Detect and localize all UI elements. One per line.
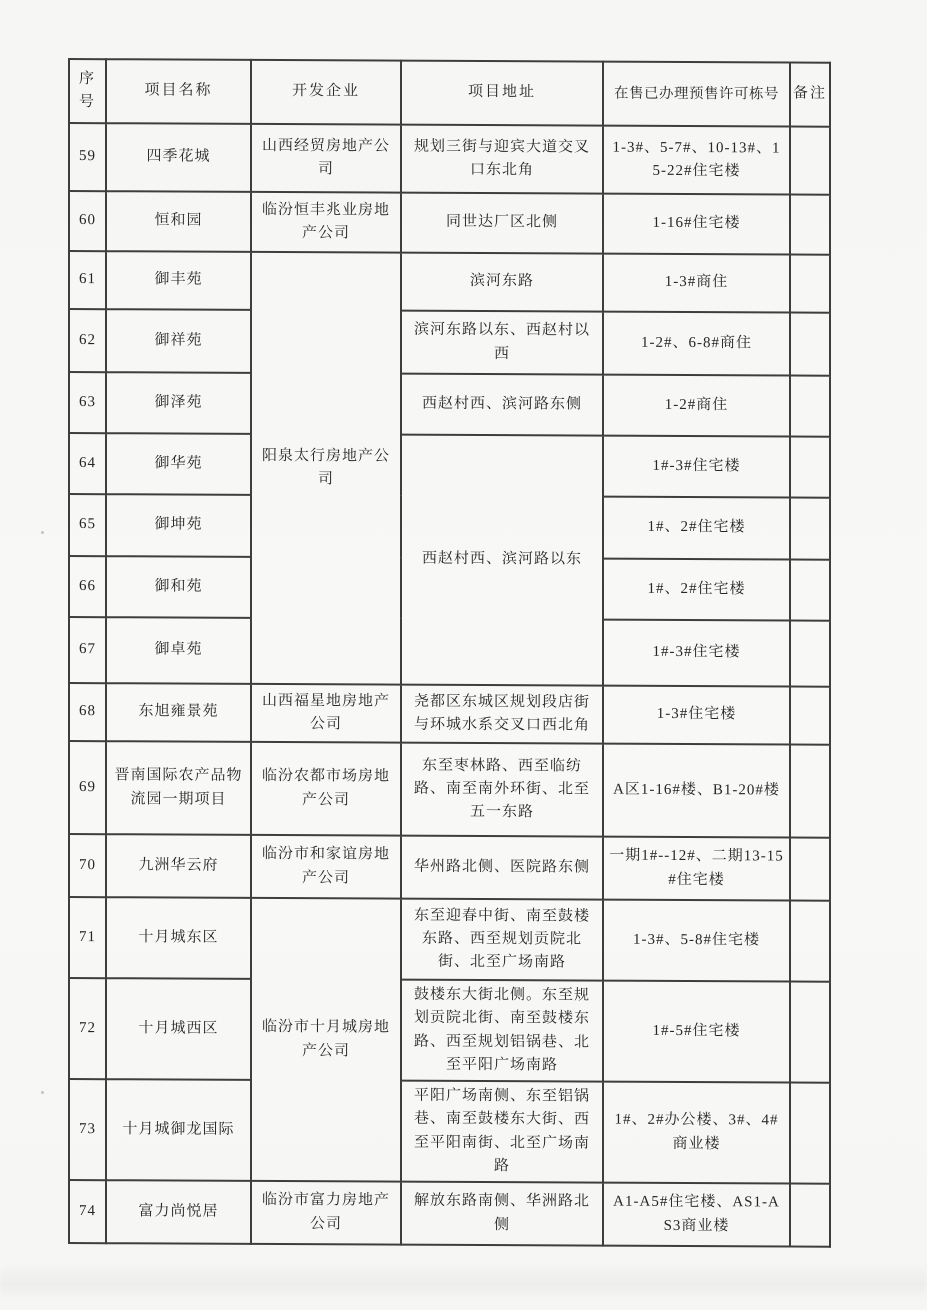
address-cell: 东至枣林路、西至临纺路、南至南外环街、北至五一东路 <box>401 743 603 837</box>
presale-permit-table <box>68 58 831 1248</box>
project-name-cell: 御祥苑 <box>106 309 251 373</box>
permits-cell: 1#、2#办公楼、3#、4#商业楼 <box>603 1082 790 1184</box>
remark-cell <box>790 901 830 982</box>
seq-cell: 65 <box>69 494 106 556</box>
seq-cell: 66 <box>69 556 106 617</box>
address-cell: 滨河东路以东、西赵村以西 <box>401 311 603 375</box>
seq-cell: 71 <box>69 897 106 978</box>
developer-cell: 临汾农都市场房地产公司 <box>251 742 401 836</box>
permits-cell: 1#-5#住宅楼 <box>603 981 790 1083</box>
developer-cell: 临汾恒丰兆业房地产公司 <box>251 192 401 253</box>
table-row-68 <box>69 683 830 745</box>
project-name-cell: 富力尚悦居 <box>106 1180 251 1244</box>
developer-cell: 临汾市富力房地产公司 <box>251 1181 401 1245</box>
developer-cell: 临汾市和家谊房地产公司 <box>251 835 401 899</box>
project-name-cell: 十月城御龙国际 <box>106 1079 251 1181</box>
project-name-cell: 四季花城 <box>106 123 251 192</box>
header-remark: 备注 <box>790 63 830 127</box>
table-header-row <box>69 59 830 127</box>
header-address: 项目地址 <box>401 61 603 126</box>
remark-cell <box>790 498 830 560</box>
remark-cell <box>790 376 830 437</box>
seq-cell: 61 <box>69 251 106 309</box>
remark-cell <box>790 127 830 195</box>
table-row-60 <box>69 191 830 255</box>
address-cell: 滨河东路 <box>401 253 603 312</box>
seq-cell: 72 <box>69 978 106 1079</box>
seq-cell: 68 <box>69 683 106 741</box>
address-cell: 鼓楼东大街北侧。东至规划贡院北街、南至鼓楼东路、西至规划铝锅巷、北至平阳广场南路 <box>401 980 603 1082</box>
permits-cell: 1#、2#住宅楼 <box>603 559 790 621</box>
address-cell: 西赵村西、滨河路东侧 <box>401 374 603 436</box>
header-developer: 开发企业 <box>251 60 401 125</box>
project-name-cell: 晋南国际农产品物流园一期项目 <box>106 741 251 835</box>
table-row-59 <box>69 123 830 195</box>
address-cell: 同世达厂区北侧 <box>401 193 603 254</box>
scan-speck <box>41 1091 44 1094</box>
permits-cell: 1-3#住宅楼 <box>603 686 790 745</box>
project-name-cell: 御坤苑 <box>106 494 251 557</box>
address-cell: 解放东路南侧、华洲路北侧 <box>401 1182 603 1246</box>
project-name-cell: 东旭雍景苑 <box>106 683 251 742</box>
permits-cell: A1-A5#住宅楼、AS1-AS3商业楼 <box>603 1183 790 1247</box>
remark-cell <box>790 745 830 838</box>
scan-speck <box>41 531 44 534</box>
table-row-64 <box>69 433 830 498</box>
permits-cell: 一期1#--12#、二期13-15#住宅楼 <box>603 837 790 901</box>
permits-cell: 1#、2#住宅楼 <box>603 497 790 560</box>
permits-cell: 1-3#、5-7#、10-13#、15-22#住宅楼 <box>603 126 790 195</box>
scan-smudge <box>0 1264 927 1300</box>
permits-cell: 1-3#商住 <box>603 254 790 313</box>
table-row-73 <box>69 1079 830 1184</box>
developer-cell-merged: 阳泉太行房地产公司 <box>251 252 401 685</box>
project-name-cell: 御和苑 <box>106 556 251 618</box>
project-name-cell: 御丰苑 <box>106 251 251 310</box>
seq-cell: 69 <box>69 741 106 834</box>
remark-cell <box>790 437 830 498</box>
remark-cell <box>790 1083 830 1184</box>
seq-cell: 63 <box>69 372 106 433</box>
seq-cell: 70 <box>69 834 106 897</box>
remark-cell <box>790 838 830 901</box>
remark-cell <box>790 560 830 621</box>
seq-cell: 73 <box>69 1079 106 1180</box>
table-row-69 <box>69 741 830 838</box>
table-row-61 <box>69 251 830 313</box>
permits-cell: 1-3#、5-8#住宅楼 <box>603 900 790 982</box>
address-cell: 华州路北侧、医院路东侧 <box>401 836 603 900</box>
permits-cell: 1-2#、6-8#商住 <box>603 312 790 376</box>
header-seq: 序号 <box>69 59 106 123</box>
table-row-63 <box>69 372 830 437</box>
remark-cell <box>790 255 830 313</box>
project-name-cell: 恒和园 <box>106 191 251 252</box>
header-permits: 在售已办理预售许可栋号 <box>603 62 790 127</box>
project-name-cell: 十月城西区 <box>106 978 251 1080</box>
address-cell: 东至迎春中街、南至鼓楼东路、西至规划贡院北街、北至广场南路 <box>401 899 603 981</box>
table-row-74 <box>69 1180 830 1247</box>
permits-cell: A区1-16#楼、B1-20#楼 <box>603 744 790 838</box>
address-cell: 尧都区东城区规划段店街与环城水系交叉口西北角 <box>401 685 603 744</box>
remark-cell <box>790 621 830 687</box>
project-name-cell: 十月城东区 <box>106 897 251 979</box>
header-project-name: 项目名称 <box>106 59 251 124</box>
developer-cell: 山西福星地房地产公司 <box>251 684 401 743</box>
seq-cell: 64 <box>69 433 106 494</box>
table-row-72 <box>69 978 830 1083</box>
permits-cell: 1#-3#住宅楼 <box>603 620 790 687</box>
permits-cell: 1-16#住宅楼 <box>603 194 790 255</box>
project-name-cell: 御华苑 <box>106 433 251 495</box>
seq-cell: 59 <box>69 123 106 191</box>
address-cell: 平阳广场南侧、东至铝锅巷、南至鼓楼东大街、西至平阳南街、北至广场南路 <box>401 1081 603 1183</box>
remark-cell <box>790 687 830 745</box>
address-cell: 规划三街与迎宾大道交叉口东北角 <box>401 125 603 194</box>
project-name-cell: 御泽苑 <box>106 372 251 434</box>
remark-cell <box>790 313 830 376</box>
seq-cell: 67 <box>69 617 106 683</box>
remark-cell <box>790 195 830 255</box>
project-name-cell: 御卓苑 <box>106 617 251 684</box>
developer-cell: 山西经贸房地产公司 <box>251 124 401 193</box>
permits-cell: 1-2#商住 <box>603 375 790 437</box>
table-row-62 <box>69 309 830 376</box>
table-row-71 <box>69 897 830 982</box>
presale-permit-table-wrap <box>68 58 831 1248</box>
developer-cell-merged: 临汾市十月城房地产公司 <box>251 898 401 1182</box>
permits-cell: 1#-3#住宅楼 <box>603 436 790 498</box>
seq-cell: 60 <box>69 191 106 251</box>
seq-cell: 74 <box>69 1180 106 1243</box>
remark-cell <box>790 982 830 1083</box>
project-name-cell: 九洲华云府 <box>106 834 251 898</box>
seq-cell: 62 <box>69 309 106 372</box>
address-cell-merged: 西赵村西、滨河路以东 <box>401 435 603 686</box>
table-row-70 <box>69 834 830 901</box>
remark-cell <box>790 1184 830 1247</box>
